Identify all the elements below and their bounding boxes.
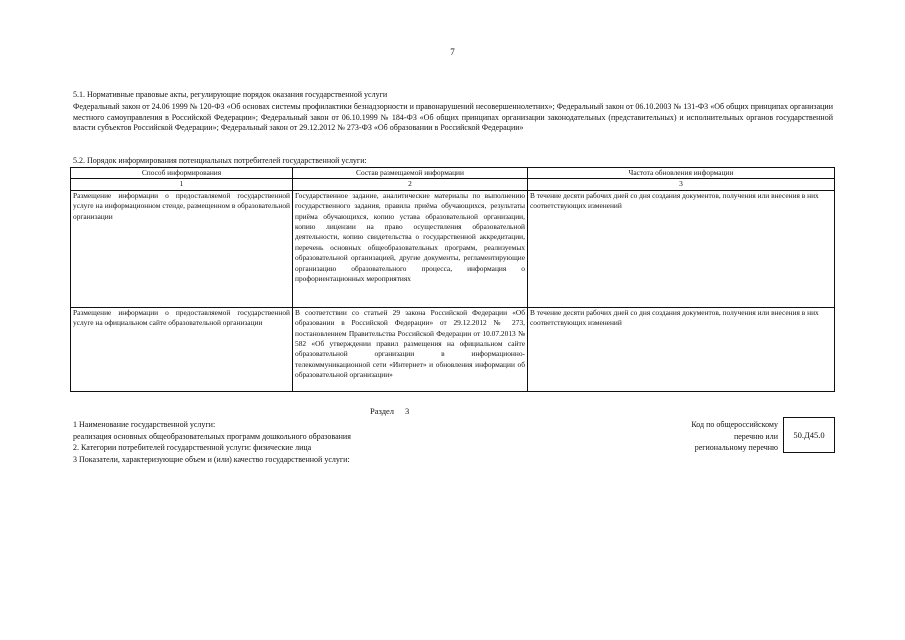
information-table	[70, 167, 835, 392]
table-row	[71, 307, 835, 391]
table-header-row	[71, 168, 835, 179]
section-label: Раздел	[370, 406, 395, 416]
table-row	[71, 190, 835, 307]
indicators-label: 3 Показатели, характеризующие объем и (или) качество государственной услуги:	[73, 454, 350, 464]
consumer-category: 2. Категории потребителей государственной услуги: физические лица	[73, 443, 312, 452]
section-5-2-heading: 5.2. Порядок информирования потенциальных потребителей государственной услуги:	[73, 156, 367, 165]
column-number: 2	[293, 179, 528, 190]
section-5-1-heading: 5.1. Нормативные правовые акты, регулирующие порядок оказания государственной услуги	[73, 90, 388, 99]
cell-method: Размещение информации о предоставляемой государственной услуге на информационном стенде, размещенном в образовательной организации	[71, 190, 293, 307]
page-number: 7	[450, 47, 455, 57]
service-name-value: реализация основных общеобразовательных программ дошкольного образования	[73, 431, 351, 441]
column-number: 3	[528, 179, 835, 190]
table-number-row	[71, 179, 835, 190]
cell-method: Размещение информации о предоставляемой государственной услуге на официальном сайте образовательной организации	[71, 307, 293, 391]
service-description	[73, 419, 593, 465]
service-name-label: 1 Наименование государственной услуги:	[73, 420, 216, 429]
header-method: Способ информирования	[71, 168, 293, 179]
header-frequency: Частота обновления информации	[528, 168, 835, 179]
cell-content: В соответствии со статьей 29 закона Российской Федерации «Об образовании в Российской Федерации» от 29.12.2012 № 273, постановлением Правительства Российской Федерации от 10.07.2013 № 582 «Об утверждении правил размещения на официальном сайте образовательной организации в информационно-телекоммуникационной сети «Интернет» и обновления информации об образовательной организации»	[293, 307, 528, 391]
header-content: Состав размещаемой информации	[293, 168, 528, 179]
cell-frequency: В течение десяти рабочих дней со дня создания документов, получения или внесения в них соответствующих изменений	[528, 190, 835, 307]
column-number: 1	[71, 179, 293, 190]
section-number: 3	[405, 406, 410, 416]
legal-acts-text: Федеральный закон от 24.06 1999 № 120-ФЗ «Об основах системы профилактики безнадзорности и правонарушений несовершеннолетних»; Федеральный закон от 06.10.2003 № 131-ФЗ «Об общих принципах организации местного самоуправления в Российской Федерации»; Федеральный закон от 06.10.1999 № 184-ФЗ «Об общих принципах организации законодательных (представительных) и исполнительных органов государственной власти субъектов Российской Федерации»; Федеральный закон от 29.12.2012 № 273-ФЗ «Об образовании в Российской Федерации»	[73, 102, 833, 132]
cell-frequency: В течение десяти рабочих дней со дня создания документов, получения или внесения в них соответствующих изменений	[528, 307, 835, 391]
registry-code-box: 50.Д45.0	[783, 417, 835, 453]
registry-code-label: Код по общероссийскому перечню или региональному перечню	[691, 420, 778, 452]
cell-content: Государственное задание, аналитические материалы по выполнению государственного задания, правила приёма обучающихся, результаты приёма обучающихся, копию устава образовательной организации, копию лицензии на право осуществления образовательной деятельности, копию свидетельства о государственной аккредитации, перечень основных общеобразовательных программ, реализуемых образовательной организацией, другие документы, регламентирующие организацию образовательного процесса, информация о профориентационных мероприятиях	[293, 190, 528, 307]
